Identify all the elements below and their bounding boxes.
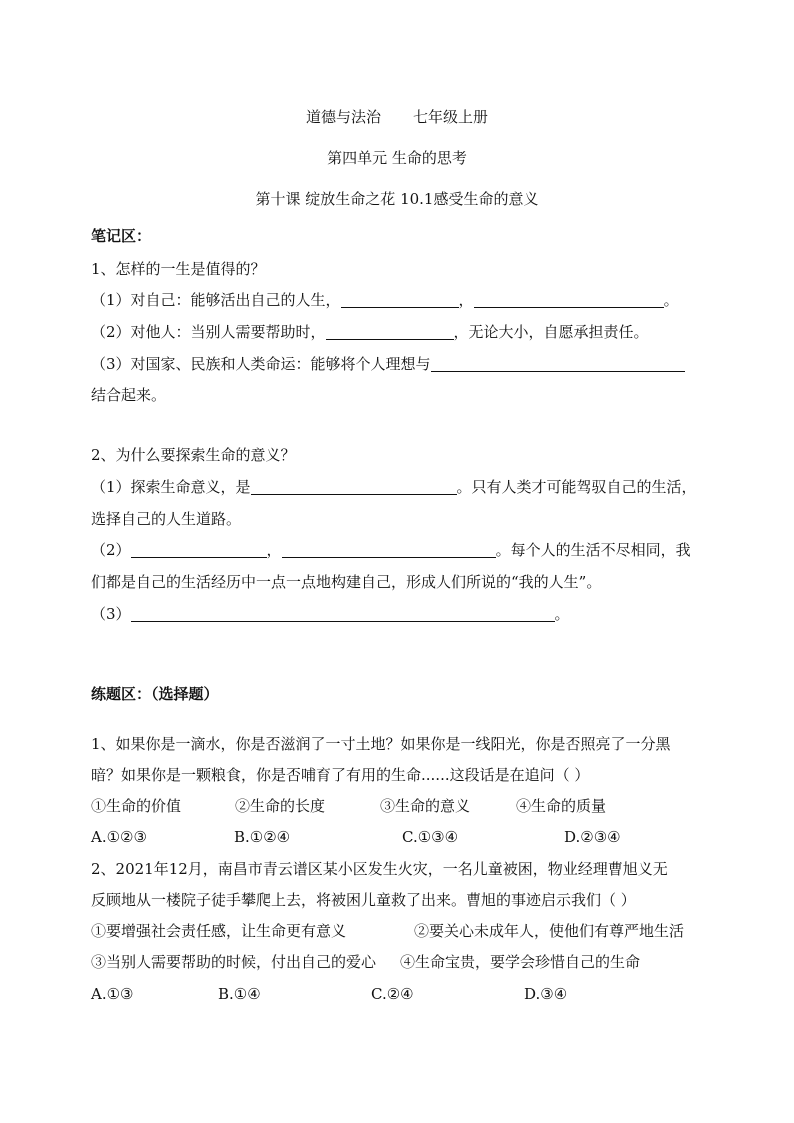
q1-choice-b[interactable]: B.①②④ — [234, 828, 291, 846]
notes-q2-line1: （1）探索生命意义，是 。只有人类才可能驾驭自己的生活， — [91, 478, 697, 496]
notes-q1-title: 1、怎样的一生是值得的？ — [91, 260, 266, 278]
fill-blank[interactable] — [326, 323, 454, 340]
q1-item: ①生命的价值 — [91, 797, 182, 815]
fill-blank[interactable] — [131, 541, 267, 558]
q1-item: ②生命的长度 — [235, 797, 326, 815]
practice-q1-line2: 暗？如果你是一颗粮食，你是否哺育了有用的生命......这段话是在追问（ ） — [91, 766, 590, 784]
notes-q2-line2-cont: 们都是自己的生活经历中一点一点地构建自己，形成人们所说的“我的人生”。 — [91, 573, 602, 591]
q1-choice-d[interactable]: D.②③④ — [564, 828, 621, 846]
practice-heading: 练题区：（选择题） — [91, 685, 219, 703]
fill-blank[interactable] — [341, 291, 459, 308]
unit-title: 第四单元 生命的思考 — [327, 149, 467, 167]
q1-item: ③生命的意义 — [380, 797, 471, 815]
practice-q2-line2: 反顾地从一楼院子徒手攀爬上去，将被困儿童救了出来。曹旭的事迹启示我们（ ） — [91, 891, 636, 909]
q2-choice-b[interactable]: B.①④ — [218, 985, 261, 1003]
lesson-title: 第十课 绽放生命之花 10.1感受生命的意义 — [255, 190, 539, 208]
notes-q1-line1: （1）对自己：能够活出自己的人生， ， 。 — [91, 291, 679, 309]
notes-q2-line3: （3） 。 — [91, 605, 570, 623]
q2-item: ②要关心未成年人，使他们有尊严地生活 — [414, 922, 685, 940]
fill-blank[interactable] — [474, 291, 664, 308]
practice-q1-line1: 1、如果你是一滴水，你是否滋润了一寸土地？如果你是一线阳光，你是否照亮了一分黑 — [91, 735, 671, 753]
subject-name: 道德与法治 — [305, 108, 381, 126]
q2-item: ③当别人需要帮助的时候，付出自己的爱心 — [91, 953, 377, 971]
grade-name: 七年级上册 — [413, 108, 489, 126]
notes-heading: 笔记区： — [91, 227, 152, 245]
q2-choice-a[interactable]: A.①③ — [91, 985, 134, 1003]
notes-q2-line1-cont: 选择自己的人生道路。 — [91, 510, 242, 528]
q1-choice-c[interactable]: C.①③④ — [402, 828, 459, 846]
q1-item: ④生命的质量 — [516, 797, 607, 815]
notes-q1-line3-cont: 结合起来。 — [91, 386, 167, 404]
fill-blank[interactable] — [131, 605, 555, 622]
notes-q2-title: 2、为什么要探索生命的意义？ — [91, 446, 296, 464]
notes-q2-line2: （2） ， 。每个人的生活不尽相同，我 — [91, 541, 691, 559]
fill-blank[interactable] — [282, 541, 496, 558]
notes-q1-line2: （2）对他人：当别人需要帮助时， ，无论大小，自愿承担责任。 — [91, 323, 649, 341]
subject-title — [0, 107, 794, 127]
fill-blank[interactable] — [431, 355, 685, 372]
q2-choice-d[interactable]: D.③④ — [524, 985, 568, 1003]
q2-item: ④生命宝贵，要学会珍惜自己的生命 — [400, 953, 641, 971]
q1-choice-a[interactable]: A.①②③ — [91, 828, 147, 846]
q2-item: ①要增强社会责任感，让生命更有意义 — [91, 922, 347, 940]
practice-q2-line1: 2、2021年12月，南昌市青云谱区某小区发生火灾，一名儿童被困，物业经理曹旭义无 — [91, 860, 668, 878]
q2-choice-c[interactable]: C.②④ — [371, 985, 414, 1003]
fill-blank[interactable] — [251, 478, 457, 495]
notes-q1-line3: （3）对国家、民族和人类命运：能够将个人理想与 — [91, 354, 685, 374]
